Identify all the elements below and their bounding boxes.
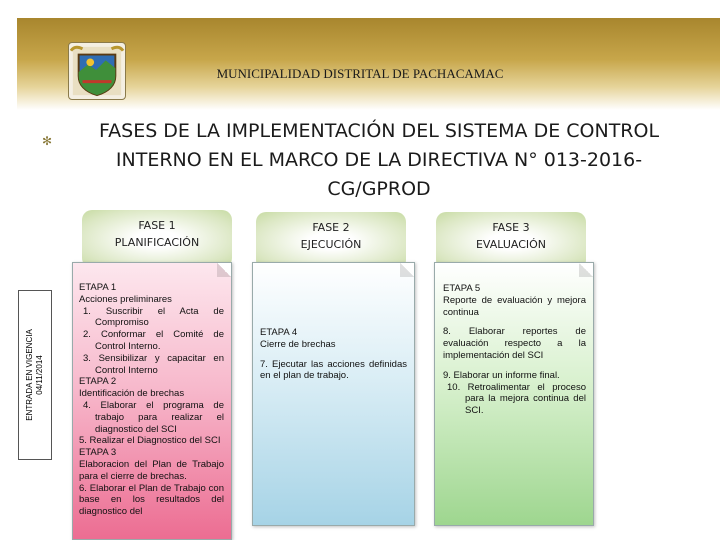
- etapa-1-subtitle: Acciones preliminares: [79, 293, 172, 305]
- phase-1-card: [72, 262, 232, 540]
- step-6: 6. Elaborar el Plan de Trabajo con base en los resultados del diagnostico del: [79, 482, 224, 518]
- folded-corner: [400, 263, 414, 277]
- etapa-1-title: ETAPA 1: [79, 282, 117, 293]
- organization-name: MUNICIPALIDAD DISTRITAL DE PACHACAMAC: [216, 66, 504, 81]
- effective-date-note: [18, 290, 52, 460]
- municipal-crest-icon: [68, 42, 126, 100]
- etapa-3-subtitle: Elaboracion del Plan de Trabajo para el cierre de brechas.: [79, 458, 224, 482]
- etapa-3-title: ETAPA 3: [79, 447, 117, 459]
- title-line-1: FASES DE LA IMPLEMENTACIÓN DEL SISTEMA DE CONTROL: [98, 120, 660, 142]
- phase-2-name: FASE 2: [312, 221, 350, 234]
- step-2: 2. Conformar el Comité de Control Interno.: [83, 329, 224, 352]
- step-1: 1. Suscribir el Acta de Compromiso: [83, 305, 224, 329]
- phase-3-card: [434, 262, 594, 526]
- folded-corner: [579, 263, 593, 277]
- etapa-4-title: ETAPA 4: [260, 327, 298, 338]
- slide-title: [40, 117, 700, 204]
- phase-1-label: PLANIFICACIÓN: [114, 236, 200, 249]
- etapa-2-subtitle: Identificación de brechas: [79, 388, 185, 400]
- phase-3-name: FASE 3: [492, 221, 530, 234]
- folded-corner: [217, 263, 231, 277]
- title-line-2: INTERNO EN EL MARCO DE LA DIRECTIVA N° 013-2016-: [115, 149, 643, 171]
- effective-date-label: ENTRADA EN VIGENCIA: [25, 329, 35, 421]
- step-4: 4. Elaborar el programa de trabajo para realizar el diagnostico del SCI: [83, 399, 224, 435]
- phase-1-header: [82, 210, 232, 268]
- step-3: 3. Sensibilizar y capacitar en Control Interno: [83, 352, 224, 376]
- effective-date-value: 04/11/2014: [35, 355, 45, 395]
- step-10: 10. Retroalimentar el proceso para la mejora continua del SCI.: [447, 381, 586, 417]
- phase-2-card: [252, 262, 415, 526]
- step-5: 5. Realizar el Diagnostico del SCI: [79, 435, 221, 447]
- etapa-5-title: ETAPA 5: [443, 283, 481, 294]
- phase-2-label: EJECUCIÓN: [300, 238, 362, 251]
- etapa-5-subtitle: Reporte de evaluación y mejora continua: [443, 294, 586, 318]
- step-7: 7. Ejecutar las acciones definidas en el plan de trabajo.: [260, 358, 407, 382]
- etapa-2-title: ETAPA 2: [79, 376, 117, 388]
- etapa-4-subtitle: Cierre de brechas: [260, 338, 336, 350]
- phase-3-label: EVALUACIÓN: [475, 238, 547, 251]
- step-9: 9. Elaborar un informe final.: [443, 369, 560, 381]
- title-bullet-icon: ✻: [42, 134, 53, 148]
- title-line-3: CG/GPROD: [327, 178, 431, 200]
- phase-1-name: FASE 1: [138, 219, 176, 232]
- step-8: 8. Elaborar reportes de evaluación respecto a la implementación del SCI: [443, 326, 586, 361]
